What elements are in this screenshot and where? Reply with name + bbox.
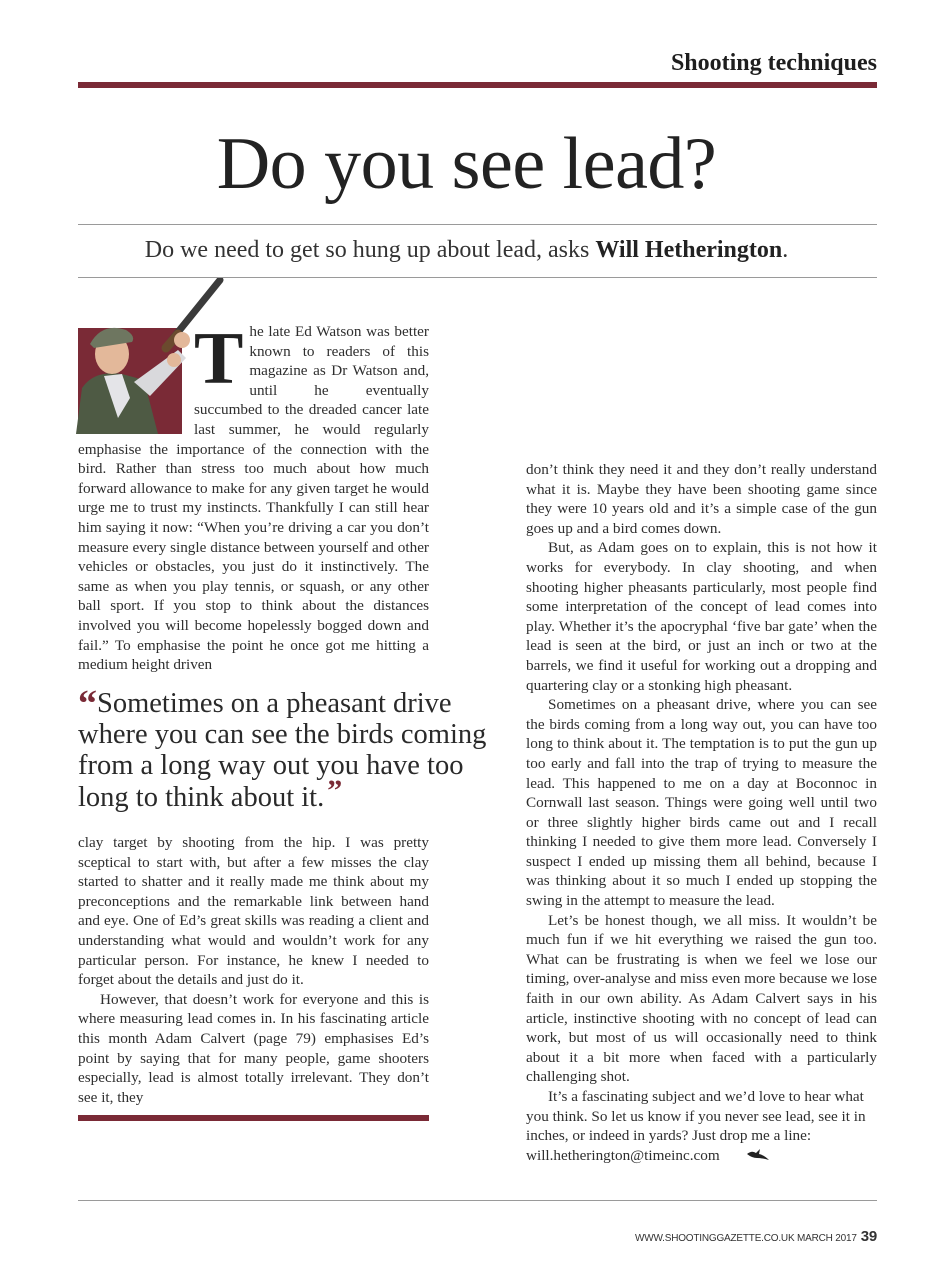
column-2 [526,460,877,1167]
column-1-top [78,318,429,675]
pull-quote [78,683,488,813]
paragraph-3: However, that doesn’t work for everyone and this is where measuring lead comes in. In his fascinating article this month Adam Calvert (page 79) emphasises Ed’s point by saying that for many people, game shooters especially, lead is almost totally irrelevant. They don’t see it, they [78,990,429,1106]
standfirst-end: . [782,237,789,263]
page-number: 39 [860,1228,877,1245]
paragraph-4: don’t think they need it and they don’t really understand what it is. Maybe they have been shooting game since they were 10 years old and it’s a simple case of the gun goes up and a bird comes down. [526,461,877,537]
footer-site-date: WWW.SHOOTINGGAZETTE.CO.UK MARCH 2017 [634,1233,857,1244]
pull-quote-text: Sometimes on a pheasant drive where you can see the birds coming from a long way out you have too long to think about it. [78,688,487,813]
author-name: Will Hetherington [595,237,783,263]
paragraph-8 [526,1087,877,1167]
section-heading: Shooting techniques [670,50,877,76]
drop-cap: T [194,318,244,400]
column-end-rule [78,1115,429,1121]
page-footer [635,1228,877,1245]
paragraph-5: But, as Adam goes on to explain, this is not how it works for everybody. In clay shooting, and when shooting higher pheasants particularly, most people find some interpretation of the concept of lead comes into play. Whether it’s the apocryphal ‘five bar gate’ when the lead is seen at the bird, or just an inch or two at the barrels, we find it useful for working out a dropping and quartering clay or a stonking high pheasant. [526,539,877,694]
paragraph-6: Sometimes on a pheasant drive, where you can see the birds coming from a long way out, you can have too long to think about it. The temptation is to put the gun up too early and fall into the trap of trying to measure the lead. This happened to me on a day at Boconnoc in Cornwall last season. Things were going well until two or three slightly higher birds came out and I recall thinking I needed to give them more lead. Conversely I suspect I ended up missing them all behind, because I was thinking about it so much I ended up stopping the swing in the attempt to measure the lead. [526,696,877,910]
title-divider-top [78,224,877,225]
top-accent-rule [78,82,877,88]
author-photo [74,322,182,434]
paragraph-1: he late Ed Watson was better known to readers of this magazine as Dr Watson and, until he eventually succumbed to the dreaded cancer late last summer, he would regularly emphasise the importance of the connection with the bird. Rather than stress too much about how much forward allowance to make for any given target he would urge me to trust my instincts. Thankfully I can still hear him saying it now: “When you’re driving a car you don’t measure every single distance between yourself and other vehicles or obstacles, you just do it instinctively. The same as when you play tennis, or squash, or any other ball sport. If you stop to think about the distances involved you will become hopelessly bogged down and fail.” To emphasise the point he once got me hitting a medium height driven [78,323,429,674]
standfirst [0,237,933,264]
article-title: Do you see lead? [216,123,717,205]
open-quote-mark: “ [78,683,97,725]
paragraph-2: clay target by shooting from the hip. I was pretty sceptical to start with, but after a few misses the clay started to shatter and it really made me think about my preconceptions and the remarkable link between hand and eye. One of Ed’s great skills was reading a client and understanding what would and wouldn’t work for any particular person. For instance, he knew I needed to forget about the details and just do it. [78,834,429,989]
close-quote-mark: ” [327,774,343,807]
paragraph-7: Let’s be honest though, we all miss. It wouldn’t be much fun if we hit everything we raised the gun too. What can be frustrating is when we feel we lose our timing, over-analyse and miss even more because we lose faith in our own ability. As Adam Calvert says in his article, instinctive shooting with no concept of lead can work, but most of us will occasionally need to think about it a bit more when faced with a particularly challenging shot. [526,911,878,1086]
standfirst-text: Do we need to get so hung up about lead, asks [144,237,596,263]
end-mark-bird-icon [724,1148,770,1168]
column-1-bottom [78,833,429,1107]
paragraph-8-text: It’s a fascinating subject and we’d love to hear what you think. So let us know if you never see lead, see it in inches, or indeed in yards? Just drop me a line: will.hetherington@timeinc.com [526,1088,866,1164]
footer-rule [78,1200,877,1201]
